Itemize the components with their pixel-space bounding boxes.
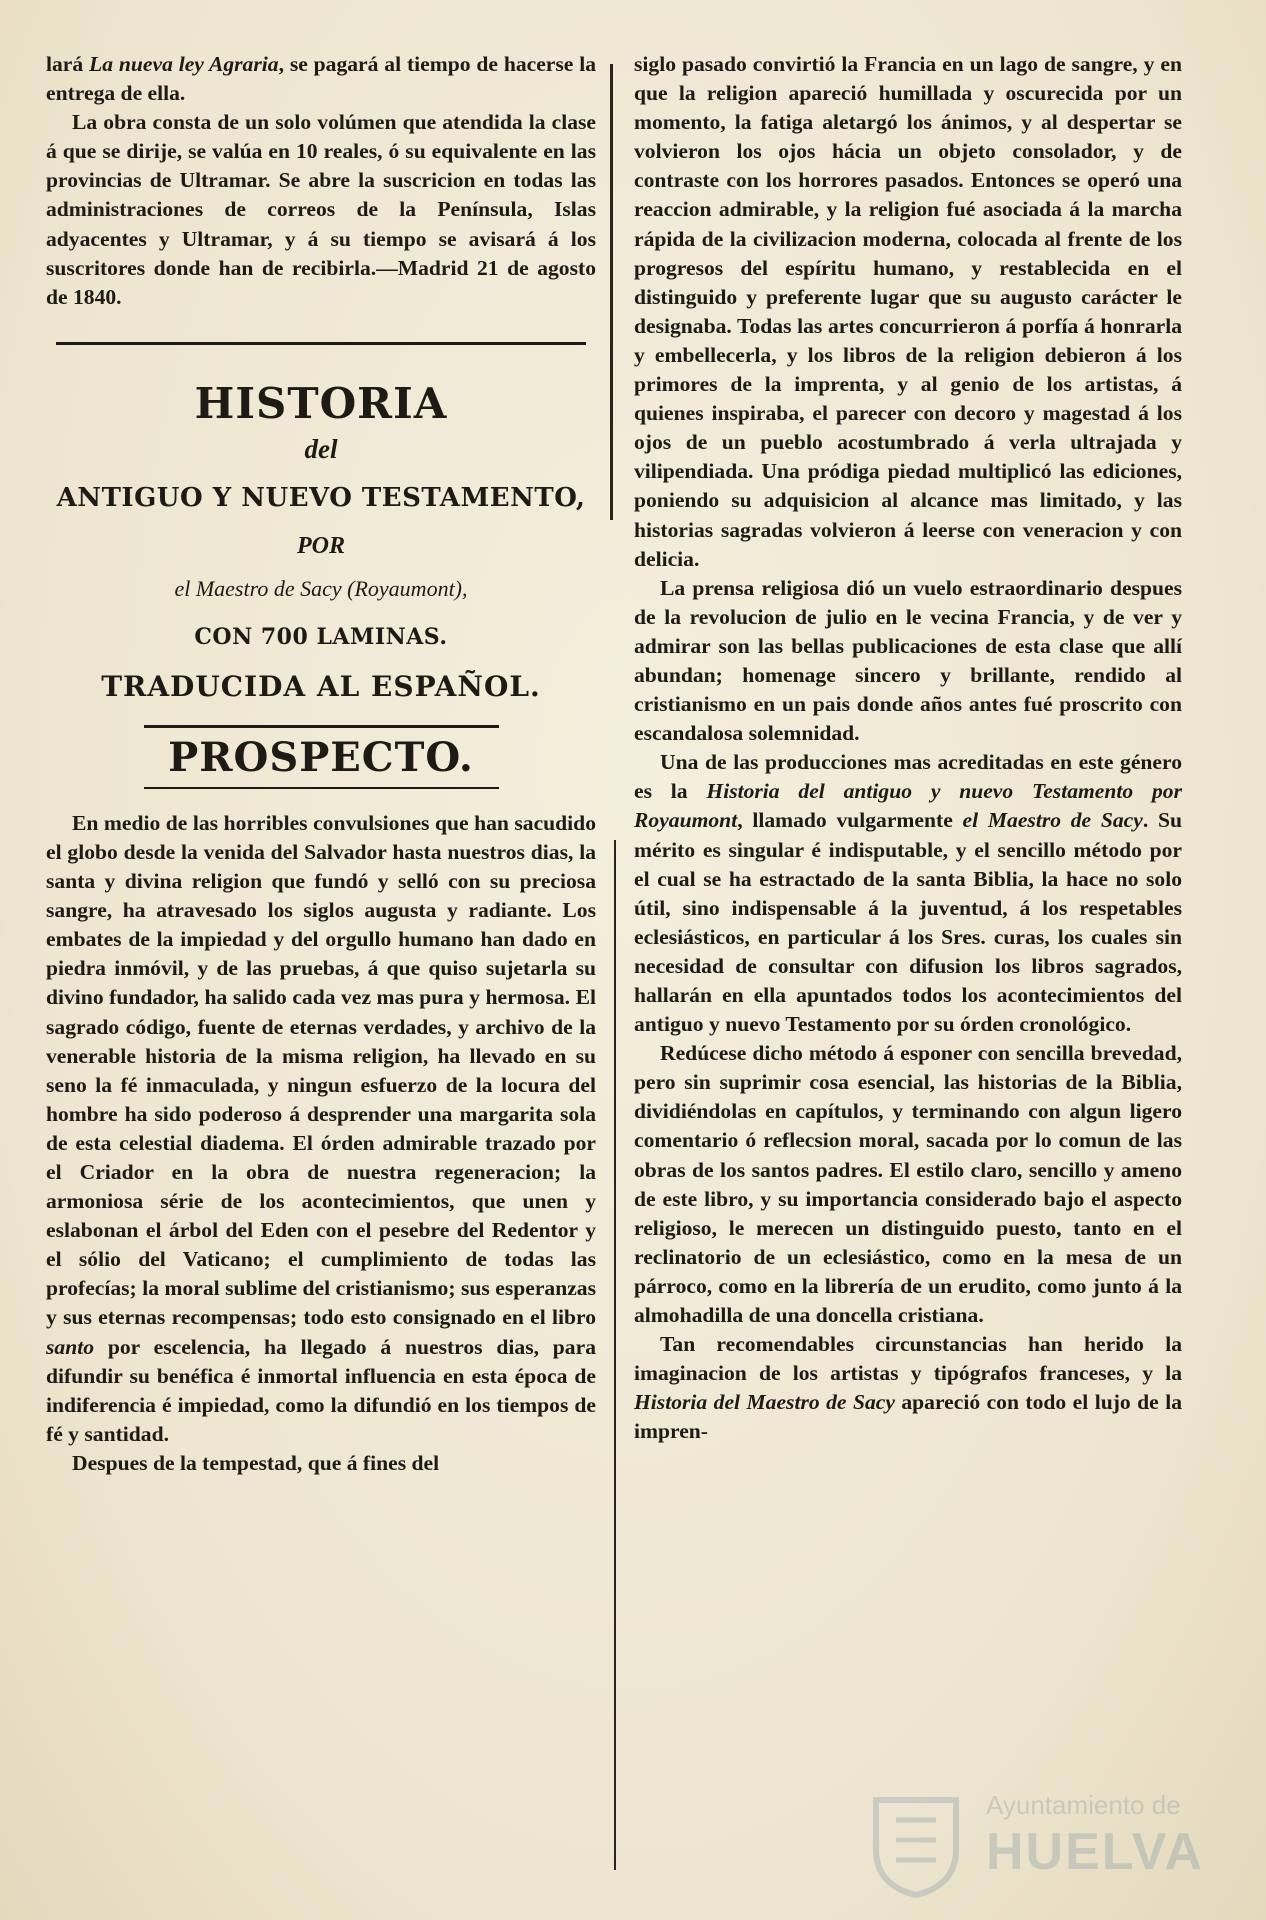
body-paragraph-1: En medio de las horribles convulsiones que han sacudido el globo desde la venida del Salvador hasta nuestros dias, la santa y divina religion que fundó y selló con su preciosa sangre, ha atravesado los siglos augusta y radiante. Los embates de la impiedad y del orgullo humano han dado en piedra inmóvil, y de las pruebas, á que quiso sujetarla su divino fundador, ha salido cada vez mas pura y hermosa. El sagrado código, fuente de eternas verdades, y archivo de la venerable historia de la misma religion, ha llevado en su seno la fé inmaculada, y ningun esfuerzo de la locura del hombre ha sido poderoso á desprender una margarita sola de esta celestial diadema. El órden admirable trazado por el Criador en la obra de nuestra regeneracion; la armoniosa série de los acontecimientos, que unen y eslabonan el árbol del Eden con el pesebre del Redentor y el sólio del Vaticano; el cumplimiento de todas las profecías; la moral sublime del cristianismo; sus esperanzas y sus eternas recompensas; todo esto consignado en el libro santo por escelencia, ha llegado á nuestros dias, para difundir su benéfica é inmortal influencia en esta época de indiferencia é impiedad, como la difundió en los tiempos de fé y santidad.	[46, 810, 596, 1446]
title-del: del	[304, 433, 338, 464]
prospecto-top-rule	[144, 725, 499, 728]
title-historia: HISTORIA	[194, 378, 448, 428]
title-author: el Maestro de Sacy (Royaumont),	[174, 575, 468, 601]
right-paragraph-2: La prensa religiosa dió un vuelo estraordinario despues de la revolucion de julio en le vecina Francia, y de ver y admirar son las bellas publicaciones de esta clase que allí abundan; homenage sincero y brillante, rendido al cristianismo en un pais donde años antes fué proscrito con escandalosa solemnidad.	[634, 575, 1182, 746]
body-paragraph-2: Despues de la tempestad, que á fines del	[72, 1450, 440, 1475]
right-paragraph-3: Una de las producciones mas acreditadas en este género es la Historia del antiguo y nuevo Testamento por Royaumont, llamado vulgarmente el Maestro de Sacy. Su mérito es singular é indisputable, y el sencillo método por el cual se ha estractado de la santa Biblia, la hace no solo útil, sino indispensable á la juventud, á los respetables eclesiásticos, en particular á los Sres. curas, los cuales sin necesidad de consultar con difusion los libros sagrados, hallarán en ella apuntados todos los acontecimientos del antiguo y nuevo Testamento por su órden cronológico.	[634, 750, 1182, 1037]
archive-watermark	[866, 1790, 1205, 1900]
right-paragraph-5: Tan recomendables circunstancias han herido la imaginacion de los artistas y tipógrafos franceses, y la Historia del Maestro de Sacy apareció con todo el lujo de la impren-	[634, 1332, 1182, 1444]
watermark-line-1: Ayuntamiento de	[986, 1790, 1181, 1820]
title-por: POR	[297, 532, 345, 559]
watermark-line-2: HUELVA	[986, 1823, 1205, 1881]
right-paragraph-1: siglo pasado convirtió la Francia en un lago de sangre, y en que la religion apareció humillada y oscurecida por un momento, la fatiga aletargó los ánimos, y al despertar se volvieron los ojos hácia un objeto consolador, y de contraste con los horrores pasados. Entonces se operó una reaccion admirable, y la religion fué asociada á la marcha rápida de la civilizacion moderna, colocada al frente de los progresos del espíritu humano, y restablecida en el distinguido y preferente lugar que su augusto carácter le designaba. Todas las artes concurrieron á porfía á honrarla y embellecerla, y los libros de la religion debieron á los primores de la imprenta, y al genio de los artistas, á quienes inspiraba, el parecer con decoro y magestad á los ojos de un pueblo acostumbrado á verla ultrajada y vilipendiada. Una pródiga piedad multiplicó las ediciones, poniendo su adquisicion al alcance mas limitado, y las historias sagradas volvieron á leerse con veneracion y con delicia.	[634, 52, 1182, 571]
top-paragraph-1: lará La nueva ley Agraria, se pagará al tiempo de hacerse la entrega de ella.	[46, 52, 597, 106]
title-laminas: CON 700 LAMINAS.	[194, 623, 448, 650]
title-testamento: ANTIGUO Y NUEVO TESTAMENTO,	[56, 482, 586, 513]
column-rule-lower	[614, 840, 616, 1870]
left-column	[46, 50, 596, 1478]
right-column	[634, 50, 1182, 1447]
prospecto-bottom-rule	[144, 787, 499, 789]
title-traducida: TRADUCIDA AL ESPAÑOL.	[101, 669, 541, 703]
crest-icon	[866, 1790, 966, 1900]
top-paragraph-2: La obra consta de un solo volúmen que atendida la clase á que se dirije, se valúa en 10 reales, ó su equivalente en las provincias de Ultramar. Se abre la suscricion en todas las administraciones de correos de la Península, Islas adyacentes y Ultramar, y á su tiempo se avisará á los suscritores donde han de recibirla.—Madrid 21 de agosto de 1840.	[46, 110, 596, 309]
right-paragraph-4: Redúcese dicho método á esponer con sencilla brevedad, pero sin suprimir cosa esencial, las historias de la Biblia, dividiéndolas en capítulos, y terminando con algun ligero comentario ó reflecsion moral, sacada por lo comun de las obras de los santos padres. El estilo claro, sencillo y ameno de este libro, y su importancia considerado bajo el aspecto religioso, le merecen un distinguido puesto, tanto en el reclinatorio de un eclesiástico, como en la mesa de un párroco, como en la librería de un erudito, como junto á la almohadilla de una doncella cristiana.	[634, 1041, 1182, 1328]
divider-rule	[56, 342, 586, 345]
column-rule-upper	[610, 64, 613, 520]
prospecto-heading: PROSPECTO.	[168, 733, 474, 781]
